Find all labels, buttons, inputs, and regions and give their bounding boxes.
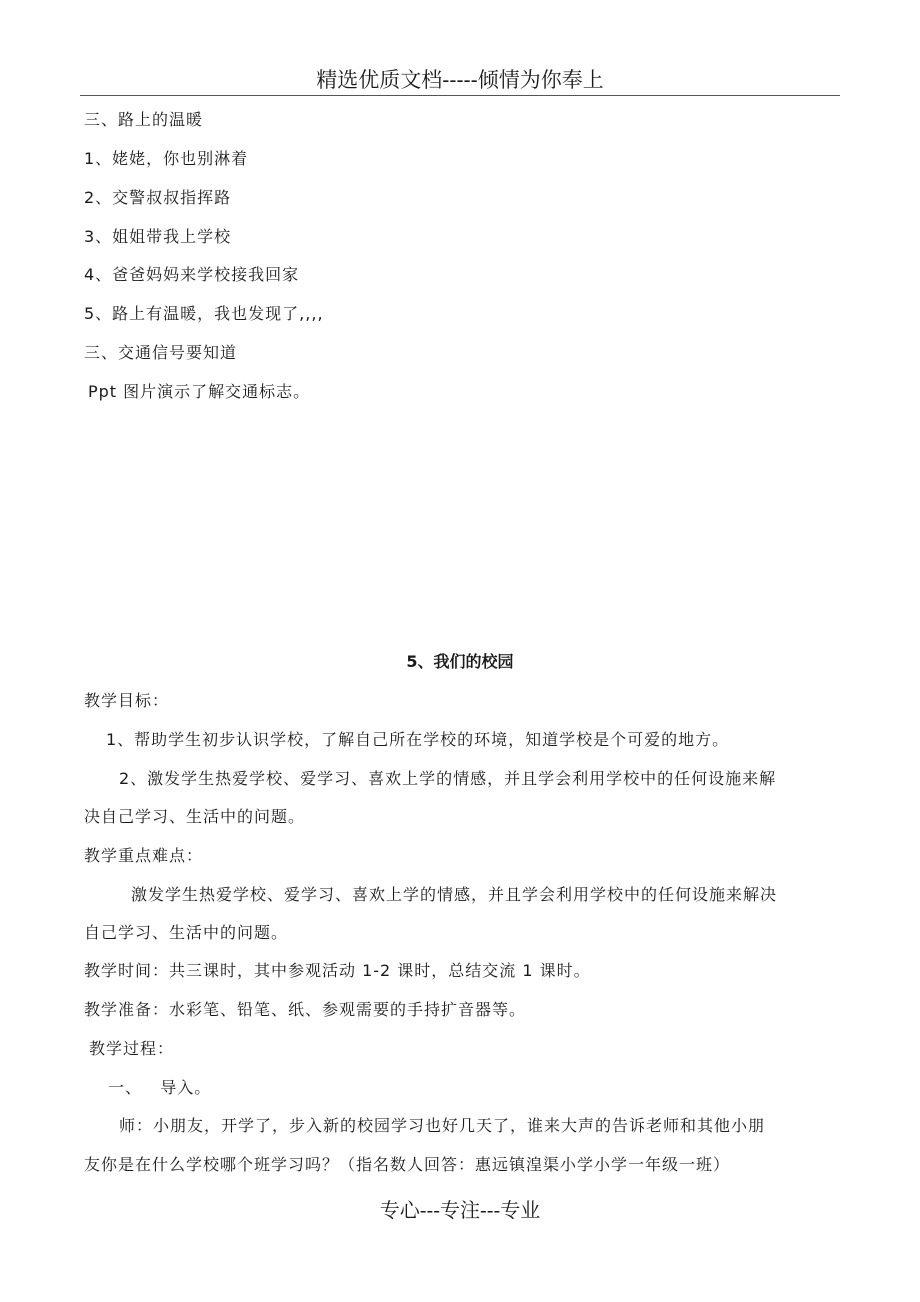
paragraph: 激发学生热爱学校、爱学习、喜欢上学的情感，并且学会利用学校中的任何设施来解决 [131, 885, 778, 904]
header-rule [80, 95, 840, 96]
paragraph: 师：小朋友，开学了，步入新的校园学习也好几天了，谁来大声的告诉老师和其他小朋 [119, 1116, 766, 1135]
page-footer: 专心---专注---专业 [379, 1198, 541, 1222]
process-label: 教学过程： [89, 1039, 175, 1058]
teaching-time: 教学时间：共三课时，其中参观活动 1-2 课时，总结交流 1 课时。 [84, 961, 591, 980]
goal-item: 1、帮助学生初步认识学校，了解自己所在学校的环境，知道学校是个可爱的地方。 [106, 730, 730, 749]
lesson-title: 5、我们的校园 [406, 652, 514, 671]
section-heading: 三、路上的温暖 [84, 110, 204, 129]
key-points-label: 教学重点难点： [84, 846, 204, 865]
page-header: 精选优质文档-----倾情为你奉上 [316, 68, 604, 92]
list-item: 4、爸爸妈妈来学校接我回家 [84, 265, 300, 284]
list-item: 5、路上有温暖，我也发现了,,,, [84, 304, 324, 323]
paragraph: Ppt 图片演示了解交通标志。 [88, 382, 311, 401]
goal-item: 2、激发学生热爱学校、爱学习、喜欢上学的情感，并且学会利用学校中的任何设施来解 [119, 769, 777, 788]
teaching-prep: 教学准备：水彩笔、铅笔、纸、参观需要的手持扩音器等。 [84, 1000, 527, 1019]
section-heading: 三、交通信号要知道 [84, 343, 238, 362]
goals-label: 教学目标： [84, 691, 170, 710]
list-item: 2、交警叔叔指挥路 [84, 188, 232, 207]
paragraph-continued: 友你是在什么学校哪个班学习吗？（指名数人回答：惠远镇湟渠小学小学一年级一班） [84, 1155, 731, 1174]
list-item: 1、姥姥，你也别淋着 [84, 149, 249, 168]
step-heading: 一、 导入。 [108, 1078, 212, 1097]
list-item: 3、姐姐带我上学校 [84, 227, 232, 246]
paragraph-continued: 自己学习、生活中的问题。 [84, 923, 289, 942]
goal-item-continued: 决自己学习、生活中的问题。 [84, 807, 306, 826]
